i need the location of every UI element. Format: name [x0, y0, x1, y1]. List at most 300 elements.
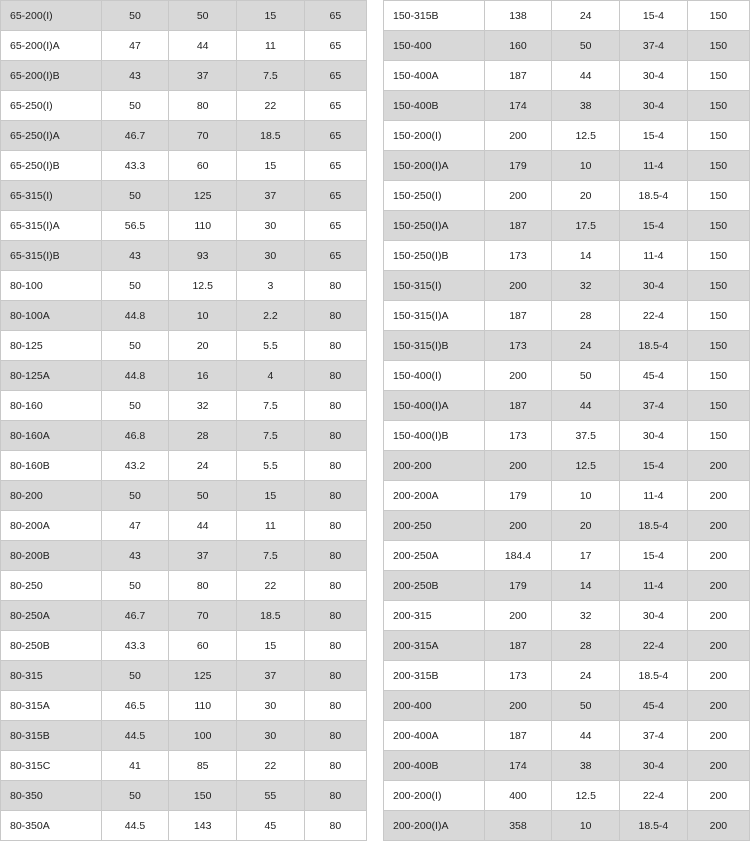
value-cell: 17 [552, 541, 620, 571]
model-cell: 80-315C [1, 751, 102, 781]
value-cell: 22-4 [620, 781, 688, 811]
table-row [1, 721, 367, 751]
value-cell: 50 [101, 271, 169, 301]
value-cell: 173 [484, 421, 552, 451]
value-cell: 12.5 [169, 271, 237, 301]
value-cell: 200 [484, 691, 552, 721]
table-row [384, 751, 750, 781]
value-cell: 187 [484, 631, 552, 661]
value-cell: 4 [237, 361, 305, 391]
model-cell: 65-200(I) [1, 1, 102, 31]
value-cell: 18.5-4 [620, 811, 688, 841]
value-cell: 200 [687, 481, 749, 511]
model-cell: 80-315A [1, 691, 102, 721]
model-cell: 150-250(I)A [384, 211, 485, 241]
model-cell: 65-250(I)A [1, 121, 102, 151]
model-cell: 200-250B [384, 571, 485, 601]
model-cell: 80-160B [1, 451, 102, 481]
value-cell: 24 [552, 1, 620, 31]
value-cell: 11-4 [620, 571, 688, 601]
table-row [384, 811, 750, 841]
model-cell: 200-250 [384, 511, 485, 541]
value-cell: 50 [101, 1, 169, 31]
value-cell: 358 [484, 811, 552, 841]
value-cell: 50 [101, 391, 169, 421]
value-cell: 80 [304, 691, 366, 721]
value-cell: 85 [169, 751, 237, 781]
value-cell: 184.4 [484, 541, 552, 571]
value-cell: 24 [552, 661, 620, 691]
value-cell: 200 [484, 511, 552, 541]
value-cell: 187 [484, 721, 552, 751]
value-cell: 60 [169, 151, 237, 181]
value-cell: 80 [169, 571, 237, 601]
model-cell: 150-315(I)B [384, 331, 485, 361]
value-cell: 2.2 [237, 301, 305, 331]
value-cell: 50 [101, 661, 169, 691]
value-cell: 173 [484, 661, 552, 691]
value-cell: 200 [687, 691, 749, 721]
value-cell: 50 [101, 781, 169, 811]
table-row [384, 91, 750, 121]
value-cell: 179 [484, 571, 552, 601]
value-cell: 11-4 [620, 151, 688, 181]
value-cell: 11-4 [620, 241, 688, 271]
value-cell: 15-4 [620, 541, 688, 571]
model-cell: 80-125A [1, 361, 102, 391]
model-cell: 150-400 [384, 31, 485, 61]
value-cell: 10 [552, 481, 620, 511]
model-cell: 80-350 [1, 781, 102, 811]
value-cell: 80 [304, 721, 366, 751]
table-row [1, 301, 367, 331]
value-cell: 30 [237, 211, 305, 241]
value-cell: 37-4 [620, 391, 688, 421]
table-row [1, 1, 367, 31]
value-cell: 12.5 [552, 121, 620, 151]
model-cell: 80-125 [1, 331, 102, 361]
model-cell: 65-315(I) [1, 181, 102, 211]
model-cell: 150-400(I) [384, 361, 485, 391]
table-row [1, 121, 367, 151]
table-row [384, 511, 750, 541]
table-row [384, 241, 750, 271]
value-cell: 44 [552, 61, 620, 91]
value-cell: 187 [484, 301, 552, 331]
table-row [1, 271, 367, 301]
table-row [384, 781, 750, 811]
value-cell: 44 [552, 721, 620, 751]
value-cell: 20 [169, 331, 237, 361]
value-cell: 50 [101, 571, 169, 601]
value-cell: 80 [169, 91, 237, 121]
value-cell: 80 [304, 301, 366, 331]
value-cell: 65 [304, 121, 366, 151]
value-cell: 30-4 [620, 751, 688, 781]
value-cell: 30 [237, 691, 305, 721]
value-cell: 50 [101, 91, 169, 121]
value-cell: 80 [304, 541, 366, 571]
value-cell: 44.8 [101, 301, 169, 331]
table-row [384, 331, 750, 361]
value-cell: 80 [304, 331, 366, 361]
value-cell: 12.5 [552, 451, 620, 481]
value-cell: 93 [169, 241, 237, 271]
model-cell: 200-315 [384, 601, 485, 631]
model-cell: 80-315 [1, 661, 102, 691]
table-row [1, 451, 367, 481]
value-cell: 200 [687, 631, 749, 661]
model-cell: 80-315B [1, 721, 102, 751]
left-table-container [0, 0, 375, 832]
table-row [1, 361, 367, 391]
value-cell: 24 [169, 451, 237, 481]
value-cell: 30 [237, 721, 305, 751]
value-cell: 150 [687, 301, 749, 331]
value-cell: 37.5 [552, 421, 620, 451]
left-spec-table [0, 0, 367, 841]
value-cell: 47 [101, 31, 169, 61]
right-spec-table [383, 0, 750, 841]
model-cell: 80-160 [1, 391, 102, 421]
value-cell: 5.5 [237, 451, 305, 481]
value-cell: 50 [169, 1, 237, 31]
value-cell: 44 [552, 391, 620, 421]
value-cell: 138 [484, 1, 552, 31]
value-cell: 37-4 [620, 721, 688, 751]
value-cell: 5.5 [237, 331, 305, 361]
value-cell: 38 [552, 751, 620, 781]
value-cell: 65 [304, 1, 366, 31]
model-cell: 80-350A [1, 811, 102, 841]
value-cell: 179 [484, 481, 552, 511]
value-cell: 150 [687, 361, 749, 391]
table-row [384, 451, 750, 481]
value-cell: 56.5 [101, 211, 169, 241]
value-cell: 43.3 [101, 631, 169, 661]
value-cell: 44 [169, 511, 237, 541]
value-cell: 150 [169, 781, 237, 811]
model-cell: 150-400B [384, 91, 485, 121]
value-cell: 80 [304, 811, 366, 841]
value-cell: 18.5-4 [620, 331, 688, 361]
table-row [1, 241, 367, 271]
value-cell: 17.5 [552, 211, 620, 241]
value-cell: 150 [687, 421, 749, 451]
value-cell: 10 [552, 811, 620, 841]
model-cell: 80-100A [1, 301, 102, 331]
value-cell: 15-4 [620, 1, 688, 31]
value-cell: 37 [169, 61, 237, 91]
value-cell: 45-4 [620, 691, 688, 721]
value-cell: 143 [169, 811, 237, 841]
value-cell: 70 [169, 121, 237, 151]
value-cell: 22-4 [620, 631, 688, 661]
model-cell: 80-100 [1, 271, 102, 301]
table-row [1, 541, 367, 571]
value-cell: 150 [687, 31, 749, 61]
model-cell: 200-200A [384, 481, 485, 511]
value-cell: 80 [304, 601, 366, 631]
value-cell: 3 [237, 271, 305, 301]
value-cell: 200 [484, 451, 552, 481]
value-cell: 32 [169, 391, 237, 421]
model-cell: 150-250(I) [384, 181, 485, 211]
table-row [384, 601, 750, 631]
model-cell: 200-250A [384, 541, 485, 571]
value-cell: 80 [304, 481, 366, 511]
value-cell: 28 [169, 421, 237, 451]
table-row [1, 631, 367, 661]
table-row [384, 271, 750, 301]
value-cell: 15 [237, 481, 305, 511]
value-cell: 60 [169, 631, 237, 661]
value-cell: 10 [169, 301, 237, 331]
model-cell: 150-200(I)A [384, 151, 485, 181]
model-cell: 80-250A [1, 601, 102, 631]
value-cell: 30-4 [620, 601, 688, 631]
value-cell: 46.7 [101, 601, 169, 631]
value-cell: 125 [169, 661, 237, 691]
table-row [384, 661, 750, 691]
value-cell: 50 [169, 481, 237, 511]
value-cell: 150 [687, 331, 749, 361]
value-cell: 43 [101, 541, 169, 571]
left-table-body [1, 1, 367, 841]
table-row [1, 421, 367, 451]
value-cell: 55 [237, 781, 305, 811]
model-cell: 200-200(I)A [384, 811, 485, 841]
value-cell: 15 [237, 151, 305, 181]
table-row [384, 541, 750, 571]
table-row [1, 781, 367, 811]
value-cell: 30-4 [620, 91, 688, 121]
model-cell: 150-400(I)B [384, 421, 485, 451]
value-cell: 65 [304, 61, 366, 91]
value-cell: 200 [687, 451, 749, 481]
value-cell: 44.5 [101, 721, 169, 751]
model-cell: 80-200A [1, 511, 102, 541]
value-cell: 173 [484, 331, 552, 361]
value-cell: 12.5 [552, 781, 620, 811]
value-cell: 50 [101, 331, 169, 361]
value-cell: 65 [304, 151, 366, 181]
table-row [1, 391, 367, 421]
value-cell: 43 [101, 61, 169, 91]
value-cell: 18.5 [237, 121, 305, 151]
value-cell: 150 [687, 271, 749, 301]
value-cell: 41 [101, 751, 169, 781]
model-cell: 65-315(I)B [1, 241, 102, 271]
value-cell: 14 [552, 571, 620, 601]
value-cell: 15-4 [620, 451, 688, 481]
value-cell: 11-4 [620, 481, 688, 511]
value-cell: 200 [687, 541, 749, 571]
value-cell: 22 [237, 571, 305, 601]
value-cell: 24 [552, 331, 620, 361]
value-cell: 37 [237, 181, 305, 211]
value-cell: 80 [304, 391, 366, 421]
table-row [384, 721, 750, 751]
value-cell: 65 [304, 91, 366, 121]
value-cell: 200 [687, 661, 749, 691]
value-cell: 14 [552, 241, 620, 271]
value-cell: 20 [552, 511, 620, 541]
model-cell: 80-160A [1, 421, 102, 451]
value-cell: 200 [687, 751, 749, 781]
value-cell: 150 [687, 151, 749, 181]
value-cell: 100 [169, 721, 237, 751]
right-table-container [375, 0, 750, 832]
model-cell: 80-250B [1, 631, 102, 661]
model-cell: 65-315(I)A [1, 211, 102, 241]
value-cell: 28 [552, 301, 620, 331]
table-row [384, 181, 750, 211]
value-cell: 22-4 [620, 301, 688, 331]
table-row [1, 511, 367, 541]
model-cell: 150-315(I) [384, 271, 485, 301]
value-cell: 50 [552, 31, 620, 61]
value-cell: 200 [687, 601, 749, 631]
value-cell: 7.5 [237, 391, 305, 421]
value-cell: 22 [237, 751, 305, 781]
value-cell: 110 [169, 691, 237, 721]
table-row [384, 121, 750, 151]
value-cell: 11 [237, 31, 305, 61]
value-cell: 80 [304, 361, 366, 391]
model-cell: 200-315A [384, 631, 485, 661]
value-cell: 15 [237, 631, 305, 661]
value-cell: 400 [484, 781, 552, 811]
value-cell: 65 [304, 241, 366, 271]
table-row [1, 811, 367, 841]
value-cell: 80 [304, 571, 366, 601]
value-cell: 44.5 [101, 811, 169, 841]
table-row [1, 151, 367, 181]
value-cell: 30 [237, 241, 305, 271]
value-cell: 47 [101, 511, 169, 541]
model-cell: 65-250(I) [1, 91, 102, 121]
model-cell: 65-200(I)B [1, 61, 102, 91]
table-row [1, 31, 367, 61]
model-cell: 150-400(I)A [384, 391, 485, 421]
value-cell: 187 [484, 391, 552, 421]
value-cell: 46.7 [101, 121, 169, 151]
value-cell: 43.2 [101, 451, 169, 481]
value-cell: 7.5 [237, 421, 305, 451]
table-row [384, 391, 750, 421]
value-cell: 38 [552, 91, 620, 121]
table-row [384, 31, 750, 61]
table-row [384, 571, 750, 601]
value-cell: 32 [552, 271, 620, 301]
value-cell: 65 [304, 31, 366, 61]
table-row [384, 301, 750, 331]
value-cell: 28 [552, 631, 620, 661]
model-cell: 200-400B [384, 751, 485, 781]
model-cell: 80-200B [1, 541, 102, 571]
value-cell: 16 [169, 361, 237, 391]
value-cell: 200 [484, 601, 552, 631]
value-cell: 150 [687, 211, 749, 241]
value-cell: 150 [687, 61, 749, 91]
model-cell: 65-200(I)A [1, 31, 102, 61]
value-cell: 200 [687, 571, 749, 601]
value-cell: 22 [237, 91, 305, 121]
model-cell: 200-400 [384, 691, 485, 721]
value-cell: 187 [484, 61, 552, 91]
value-cell: 7.5 [237, 61, 305, 91]
value-cell: 80 [304, 271, 366, 301]
table-row [384, 1, 750, 31]
value-cell: 110 [169, 211, 237, 241]
value-cell: 125 [169, 181, 237, 211]
value-cell: 18.5-4 [620, 661, 688, 691]
value-cell: 174 [484, 751, 552, 781]
table-row [384, 61, 750, 91]
value-cell: 15-4 [620, 211, 688, 241]
model-cell: 150-250(I)B [384, 241, 485, 271]
value-cell: 7.5 [237, 541, 305, 571]
table-row [384, 691, 750, 721]
table-row [1, 571, 367, 601]
value-cell: 18.5-4 [620, 181, 688, 211]
table-row [1, 751, 367, 781]
value-cell: 200 [484, 121, 552, 151]
value-cell: 80 [304, 751, 366, 781]
value-cell: 200 [484, 271, 552, 301]
value-cell: 200 [687, 511, 749, 541]
table-row [384, 211, 750, 241]
value-cell: 50 [552, 361, 620, 391]
value-cell: 44.8 [101, 361, 169, 391]
model-cell: 150-315B [384, 1, 485, 31]
value-cell: 11 [237, 511, 305, 541]
value-cell: 200 [484, 181, 552, 211]
value-cell: 30-4 [620, 61, 688, 91]
value-cell: 200 [687, 811, 749, 841]
table-row [1, 91, 367, 121]
table-row [1, 61, 367, 91]
table-row [1, 661, 367, 691]
value-cell: 32 [552, 601, 620, 631]
value-cell: 45 [237, 811, 305, 841]
table-row [384, 631, 750, 661]
value-cell: 80 [304, 511, 366, 541]
value-cell: 18.5-4 [620, 511, 688, 541]
model-cell: 200-400A [384, 721, 485, 751]
value-cell: 50 [101, 181, 169, 211]
value-cell: 80 [304, 661, 366, 691]
value-cell: 45-4 [620, 361, 688, 391]
model-cell: 80-250 [1, 571, 102, 601]
table-row [384, 361, 750, 391]
model-cell: 200-200 [384, 451, 485, 481]
value-cell: 65 [304, 211, 366, 241]
value-cell: 80 [304, 451, 366, 481]
table-row [1, 181, 367, 211]
table-row [1, 481, 367, 511]
value-cell: 50 [552, 691, 620, 721]
table-row [1, 691, 367, 721]
value-cell: 10 [552, 151, 620, 181]
model-cell: 65-250(I)B [1, 151, 102, 181]
value-cell: 46.8 [101, 421, 169, 451]
value-cell: 37 [237, 661, 305, 691]
value-cell: 80 [304, 781, 366, 811]
table-row [1, 331, 367, 361]
value-cell: 70 [169, 601, 237, 631]
